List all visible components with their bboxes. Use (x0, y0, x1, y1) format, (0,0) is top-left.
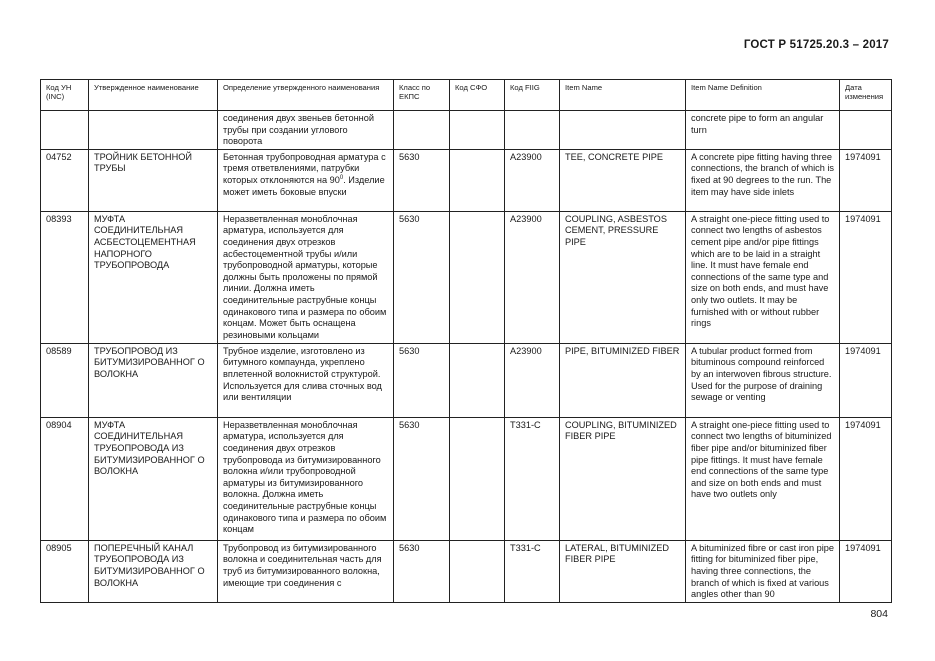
cell-ekps: 5630 (394, 417, 450, 540)
cell-inc: 04752 (41, 149, 89, 211)
cell-ekps: 5630 (394, 540, 450, 602)
col-header-ekps: Класс по ЕКПС (394, 80, 450, 111)
col-header-fiig: Код FIIG (505, 80, 560, 111)
cell-item-definition: A bituminized fibre or cast iron pipe fitting for bituminized fiber pipe, having three connections, the branch of which is fixed at various angles other than 90 (686, 540, 840, 602)
page-number: 804 (870, 608, 888, 620)
table-row (41, 417, 892, 540)
cell-sfo (450, 111, 505, 150)
cell-definition (218, 149, 394, 211)
cell-name: ПОПЕРЕЧНЫЙ КАНАЛ ТРУБОПРОВОДА ИЗ БИТУМИЗИРОВАННОГ О ВОЛОКНА (89, 540, 218, 602)
cell-item-definition: concrete pipe to form an angular turn (686, 111, 840, 150)
cell-definition: Неразветвленная моноблочная арматура, используется для соединения двух отрезков трубопровода из битумизированного волокна и/или трубопроводной арматуры из битумизированного волокна. Должна иметь соединительные раструбные концы одинакового типа и размера по обоим концам (218, 417, 394, 540)
col-header-approved-name: Утвержденное наименование (89, 80, 218, 111)
cell-definition: Трубное изделие, изготовлено из битумного компаунда, укреплено вплетенной волокнистой структурой. Используется для слива сточных вод или вентиляции (218, 343, 394, 417)
cell-item-name: PIPE, BITUMINIZED FIBER (560, 343, 686, 417)
table-row (41, 149, 892, 211)
table-header-row (41, 80, 892, 111)
cell-date: 1974091 (840, 417, 892, 540)
cell-ekps (394, 111, 450, 150)
cell-item-name: COUPLING, BITUMINIZED FIBER PIPE (560, 417, 686, 540)
cell-ekps: 5630 (394, 211, 450, 343)
cell-inc: 08905 (41, 540, 89, 602)
cell-fiig: A23900 (505, 343, 560, 417)
table-row (41, 211, 892, 343)
cell-sfo (450, 343, 505, 417)
cell-fiig (505, 111, 560, 150)
cell-definition: соединения двух звеньев бетонной трубы при создании углового поворота (218, 111, 394, 150)
catalog-table (40, 79, 892, 603)
cell-fiig: A23900 (505, 211, 560, 343)
cell-ekps: 5630 (394, 343, 450, 417)
col-header-sfo: Код СФО (450, 80, 505, 111)
cell-sfo (450, 211, 505, 343)
cell-name: ТРУБОПРОВОД ИЗ БИТУМИЗИРОВАННОГ О ВОЛОКНА (89, 343, 218, 417)
cell-item-name: COUPLING, ASBESTOS CEMENT, PRESSURE PIPE (560, 211, 686, 343)
col-header-item-definition: Item Name Definition (686, 80, 840, 111)
cell-ekps: 5630 (394, 149, 450, 211)
table-row-continuation (41, 111, 892, 150)
col-header-date: Дата изменения (840, 80, 892, 111)
cell-item-name (560, 111, 686, 150)
cell-fiig: A23900 (505, 149, 560, 211)
cell-name (89, 111, 218, 150)
cell-fiig: T331-C (505, 417, 560, 540)
cell-item-definition: A concrete pipe fitting having three connections, the branch of which is fixed at 90 degrees to the run. The item may have side inlets (686, 149, 840, 211)
cell-item-name: TEE, CONCRETE PIPE (560, 149, 686, 211)
cell-item-name: LATERAL, BITUMINIZED FIBER PIPE (560, 540, 686, 602)
cell-sfo (450, 417, 505, 540)
degree-superscript: 0 (339, 174, 344, 181)
cell-item-definition: A straight one-piece fitting used to connect two lengths of asbestos cement pipe and/or pipe fittings which are to be laid in a straight line. It must have female end connections of the same type and size on both ends, and must have only two outlets. It may be furnished with or without rubber rings (686, 211, 840, 343)
cell-sfo (450, 540, 505, 602)
cell-fiig: T331-C (505, 540, 560, 602)
cell-definition: Трубопровод из битумизированного волокна и соединительная часть для труб из битумизированного волокна, имеющие три соединения с (218, 540, 394, 602)
cell-inc: 08904 (41, 417, 89, 540)
cell-date: 1974091 (840, 343, 892, 417)
definition-text: Бетонная трубопроводная арматура с тремя ответвлениями, патрубки которых отклоняются на 90 (223, 151, 386, 185)
cell-inc (41, 111, 89, 150)
cell-item-definition: A tubular product formed from bituminous compound reinforced by an interwoven fibrous structure. Used for the purpose of draining sewage or venting (686, 343, 840, 417)
cell-sfo (450, 149, 505, 211)
col-header-item-name: Item Name (560, 80, 686, 111)
definition-text-tail: . Изделие может иметь боковые впуски (223, 174, 385, 197)
cell-date: 1974091 (840, 211, 892, 343)
cell-name: МУФТА СОЕДИНИТЕЛЬНАЯ АСБЕСТОЦЕМЕНТНАЯ НАПОРНОГО ТРУБОПРОВОДА (89, 211, 218, 343)
col-header-inc: Код УН (INC) (41, 80, 89, 111)
cell-name: ТРОЙНИК БЕТОННОЙ ТРУБЫ (89, 149, 218, 211)
document-code: ГОСТ Р 51725.20.3 – 2017 (743, 39, 889, 51)
cell-name: МУФТА СОЕДИНИТЕЛЬНАЯ ТРУБОПРОВОДА ИЗ БИТУМИЗИРОВАННОГ О ВОЛОКНА (89, 417, 218, 540)
table-row (41, 540, 892, 602)
cell-inc: 08589 (41, 343, 89, 417)
col-header-definition: Определение утвержденного наименования (218, 80, 394, 111)
cell-date: 1974091 (840, 540, 892, 602)
cell-item-definition: A straight one-piece fitting used to connect two lengths of bituminized fiber pipe and/or bituminized fiber pipe fittings. It must have female end connections of the same type and size on both ends and must have two outlets only (686, 417, 840, 540)
cell-definition: Неразветвленная моноблочная арматура, используется для соединения двух отрезков асбестоцементной трубы и/или трубопроводной арматуры, которые должны быть проложены по прямой линии. Должна иметь соединительные раструбные концы одинакового типа и размера по обоим концам. Может быть оснащена резиновыми кольцами (218, 211, 394, 343)
cell-date: 1974091 (840, 149, 892, 211)
cell-inc: 08393 (41, 211, 89, 343)
table-row (41, 343, 892, 417)
cell-date (840, 111, 892, 150)
